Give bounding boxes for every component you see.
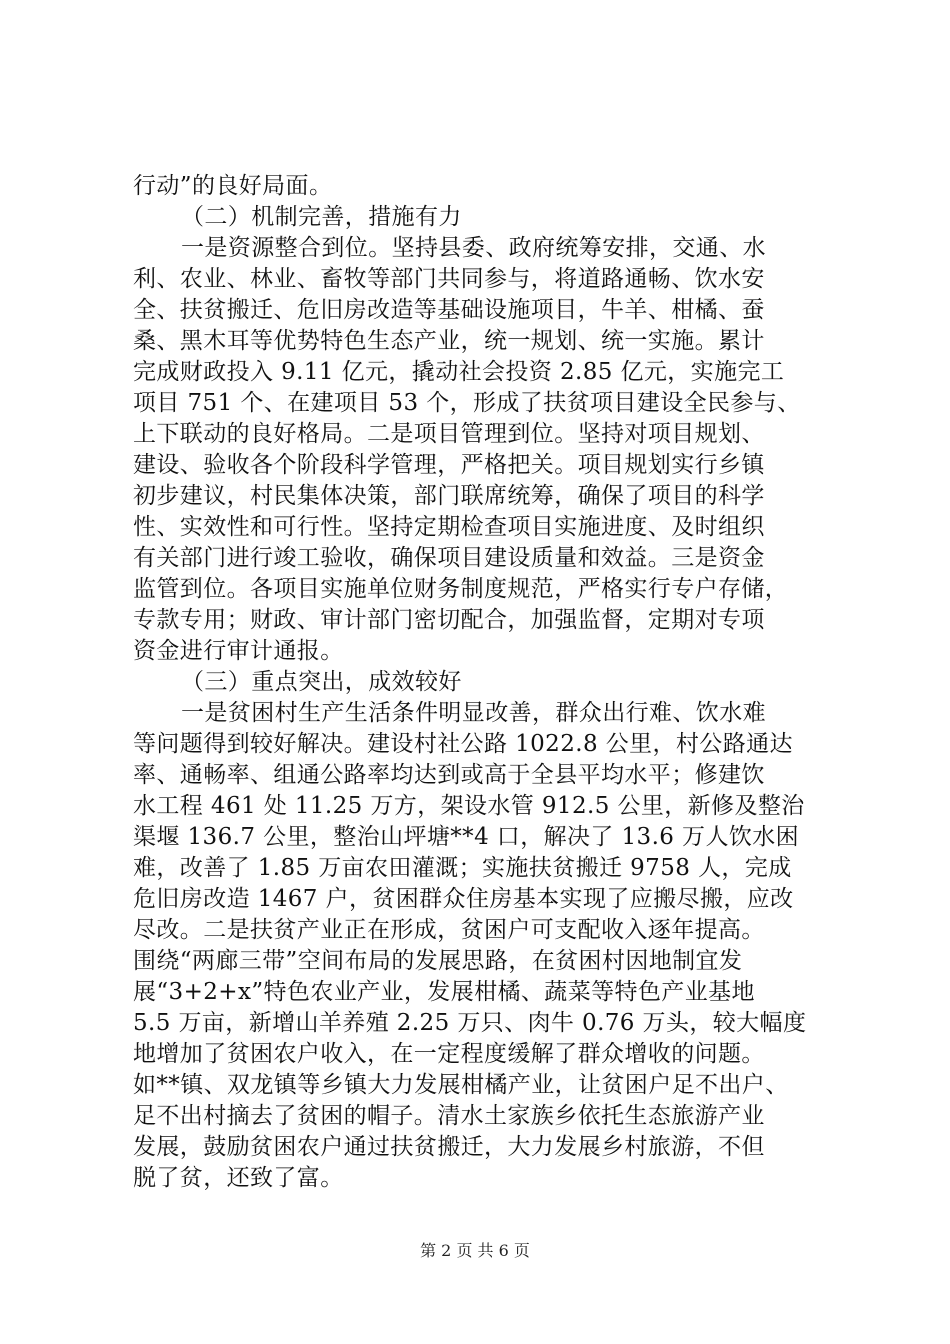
text-line: 桑、黑木耳等优势特色生态产业，统一规划、统一实施。累计: [133, 328, 765, 354]
text-line: 围绕“两廊三带”空间布局的发展思路，在贫困村因地制宜发: [133, 948, 743, 974]
text-line: 专款专用；财政、审计部门密切配合，加强监督，定期对专项: [133, 607, 765, 633]
text-line: 地增加了贫困农户收入，在一定程度缓解了群众增收的问题。: [133, 1041, 765, 1067]
text-line: 建设、验收各个阶段科学管理，严格把关。项目规划实行乡镇: [133, 452, 765, 478]
page-footer: 第 2 页 共 6 页: [420, 1241, 530, 1260]
text-line: 有关部门进行竣工验收，确保项目建设质量和效益。三是资金: [133, 545, 765, 571]
text-line: 一是贫困村生产生活条件明显改善，群众出行难、饮水难: [181, 700, 766, 726]
text-line: 完成财政投入 9.11 亿元，撬动社会投资 2.85 亿元，实施完工: [133, 359, 785, 385]
text-line: 等问题得到较好解决。建设村社公路 1022.8 公里，村公路通达: [133, 731, 793, 757]
text-line: 上下联动的良好格局。二是项目管理到位。坚持对项目规划、: [133, 421, 765, 447]
text-line: 发展，鼓励贫困农户通过扶贫搬迁，大力发展乡村旅游，不但: [133, 1134, 765, 1160]
text-line: 一是资源整合到位。坚持县委、政府统筹安排，交通、水: [181, 235, 766, 261]
text-line: 监管到位。各项目实施单位财务制度规范，严格实行专户存储，: [133, 576, 789, 602]
text-line: 危旧房改造 1467 户，贫困群众住房基本实现了应搬尽搬，应改: [133, 886, 794, 912]
text-line: 尽改。二是扶贫产业正在形成，贫困户可支配收入逐年提高。: [133, 917, 765, 943]
text-line: 利、农业、林业、畜牧等部门共同参与，将道路通畅、饮水安: [133, 266, 765, 292]
text-line: 行动”的良好局面。: [133, 173, 333, 199]
text-line: 率、通畅率、组通公路率均达到或高于全县平均水平；修建饮: [133, 762, 765, 788]
text-line: 性、实效性和可行性。坚持定期检查项目实施进度、及时组织: [133, 514, 765, 540]
section-heading: （二）机制完善，措施有力: [181, 204, 462, 230]
text-line: 难，改善了 1.85 万亩农田灌溉；实施扶贫搬迁 9758 人，完成: [133, 855, 792, 881]
text-line: 水工程 461 处 11.25 万方，架设水管 912.5 公里，新修及整治: [133, 793, 805, 819]
body-text: [133, 171, 823, 1194]
section-heading: （三）重点突出，成效较好: [181, 669, 462, 695]
text-line: 5.5 万亩，新增山羊养殖 2.25 万只、肉牛 0.76 万头，较大幅度: [133, 1010, 807, 1036]
text-line: 渠堰 136.7 公里，整治山坪塘**4 口，解决了 13.6 万人饮水困: [133, 824, 800, 850]
text-line: 足不出村摘去了贫困的帽子。清水土家族乡依托生态旅游产业: [133, 1103, 765, 1129]
text-line: 初步建议，村民集体决策，部门联席统筹，确保了项目的科学: [133, 483, 765, 509]
text-line: 全、扶贫搬迁、危旧房改造等基础设施项目，牛羊、柑橘、蚕: [133, 297, 765, 323]
text-line: 如**镇、双龙镇等乡镇大力发展柑橘产业，让贫困户足不出户、: [133, 1072, 789, 1098]
text-line: 资金进行审计通报。: [133, 638, 344, 664]
text-line: 展“3+2+x”特色农业产业，发展柑橘、蔬菜等特色产业基地: [133, 979, 755, 1005]
text-line: 项目 751 个、在建项目 53 个，形成了扶贫项目建设全民参与、: [133, 390, 801, 416]
text-line: 脱了贫，还致了富。: [133, 1165, 344, 1191]
